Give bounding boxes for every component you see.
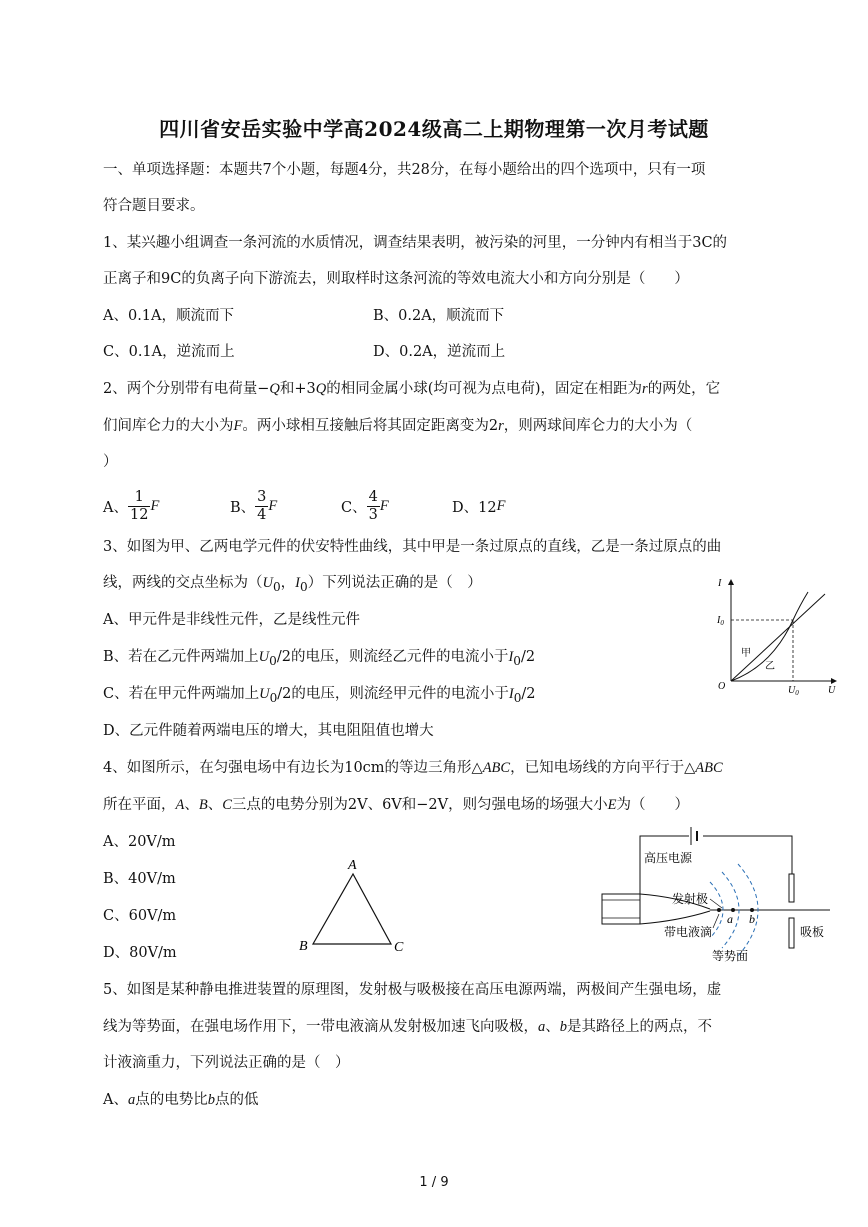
q2-option-b-fraction [255,489,268,524]
q2-var-r: r [498,418,504,434]
droplet-dot [717,908,721,912]
q1-option-b: B、0.2A，顺流而下 [373,308,505,324]
triangle-abc-diagram [292,852,416,958]
q2-option-a-fraction [128,489,150,524]
q3-var-u: U [262,575,273,591]
q5-text: 、 [545,1019,560,1035]
fraction-numerator: 1 [128,489,150,507]
q5-text: 点的电势比 [135,1092,208,1108]
q5-text: 是其路径上的两点，不 [567,1019,712,1035]
fraction-numerator: 4 [368,488,378,505]
vertex-a-label: A [348,858,357,873]
section-header-line1: 一、单项选择题：本题共7个小题，每题4分，共28分，在每小题给出的四个选项中，只有一项 [103,162,706,178]
label-emitter: 发射极 [672,892,709,906]
q3-var-u: U [258,649,270,665]
q3-text: /2 [520,649,536,665]
q2-text: 们间库仑力的大小为 [103,418,234,434]
droplet-pointer [713,914,719,928]
q2-text: ，则两球间库仑力的大小为（ [503,418,693,434]
q5-line3: 计液滴重力，下列说法正确的是（ ） [103,1055,350,1071]
q2-var-f: F [268,497,278,514]
label-point-b: b [749,912,755,926]
q4-text: 、 [184,797,199,813]
q2-text: 和+3 [279,381,316,397]
q4-text: 三点的电势分别为2V、6V和−2V，则匀强电场的场强大小 [231,797,608,813]
q5-var-b: b [559,1019,567,1035]
q4-var-a: A [175,797,185,813]
q3-line1: 3、如图为甲、乙两电学元件的伏安特性曲线，其中甲是一条过原点的直线，乙是一条过原点的曲 [103,539,722,555]
q2-var-f: F [496,497,506,514]
q3-option-c [103,684,536,708]
q3-text: ， [280,575,296,591]
q2-line3: ） [103,454,118,470]
q3-text: /2 [521,686,536,702]
q5-line2 [103,1017,712,1037]
graph-u-label: U [828,685,836,696]
q4-var-abc: ABC [695,760,723,776]
q1-option-d: D、0.2A，逆流而上 [373,344,506,360]
q3-var-i: I [508,649,514,665]
subscript: 0 [272,579,281,594]
emitter-tube [602,894,640,924]
q2-option-c-fraction [367,489,380,524]
vertex-c-label: C [394,940,404,955]
q1-line2: 正离子和9C的负离子向下游流去，则取样时这条河流的等效电流大小和方向分别是（ ） [103,271,689,287]
q2-option-a [103,484,159,528]
label-equipotential: 等势面 [712,949,749,963]
q3-option-b [103,647,535,671]
q2-option-b [230,484,277,528]
q4-text: 为（ ） [616,797,689,813]
q2-option-c [341,484,389,528]
q2-option-d-label: D、12 [452,499,497,516]
fraction-denominator: 3 [368,506,378,523]
subscript: 0 [269,690,278,705]
absorber-plate-lower [789,918,794,948]
graph-yi-label: 乙 [765,661,775,672]
q5-var-a: a [538,1019,546,1035]
emitter-pointer [710,899,722,908]
q2-option-c-label: C、 [341,499,367,516]
q4-text: 4、如图所示，在匀强电场中有边长为10cm的等边三角形△ [103,760,483,776]
iv-characteristic-graph [712,574,840,698]
q2-text: 的两处，它 [647,381,721,397]
q2-var-f: F [150,497,160,514]
q4-option-a: A、20V/m [103,834,176,850]
graph-jia-label: 甲 [741,648,751,659]
q2-text: 2、两个分别带有电荷量− [103,381,270,397]
q4-line2 [103,795,689,815]
page-number: 1 / 9 [419,1175,449,1190]
page-title: 四川省安岳实验中学高2024级高二上期物理第一次月考试题 [159,117,709,141]
vertex-b-label: B [299,939,308,954]
q3-text: 线，两线的交点坐标为（ [103,575,263,591]
q2-var-f: F [379,497,389,514]
triangle-shape [313,874,391,944]
q4-text: 所在平面， [103,797,176,813]
graph-origin-label: O [718,681,726,692]
q3-text: B、若在乙元件两端加上 [103,649,259,665]
q2-var-q: Q [269,381,280,397]
q2-option-d [452,484,505,528]
q3-option-d: D、乙元件随着两端电压的增大，其电阻阻值也增大 [103,723,434,739]
q2-text: 。两小球相互接触后将其固定距离变为2 [242,418,499,434]
wire-right [703,836,792,874]
q2-option-b-label: B、 [230,499,256,516]
emitter-tip-lower [640,911,710,924]
fraction-denominator: 4 [257,506,267,523]
q4-var-abc: ABC [482,760,511,776]
q3-text: /2的电压，则流经乙元件的电流小于 [276,649,509,665]
q4-option-c: C、60V/m [103,908,177,924]
q4-option-b: B、40V/m [103,871,176,887]
fraction-numerator: 3 [257,488,267,505]
q5-line1: 5、如图是某种静电推进装置的原理图，发射极与吸极接在高压电源两端，两极间产生强电场，虚 [103,982,722,998]
curve-jia-line [731,594,825,681]
q4-text: ，已知电场线的方向平行于△ [510,760,696,776]
q2-option-a-label: A、 [103,499,128,516]
q3-line2 [103,573,482,597]
q5-option-a [103,1090,258,1110]
q4-text: 、 [207,797,223,813]
electrostatic-thruster-diagram [598,826,838,970]
q1-option-a: A、0.1A，顺流而下 [103,308,235,324]
q4-line1 [103,758,723,778]
label-high-voltage-source: 高压电源 [644,851,693,865]
fraction-denominator: 12 [129,506,149,523]
q5-var-b: b [207,1092,215,1108]
label-charged-droplet: 带电液滴 [664,925,713,939]
subscript: 0 [269,653,277,668]
q5-text: 线为等势面，在强电场作用下，一带电液滴从发射极加速飞向吸极， [103,1019,538,1035]
q3-var-i: I [295,575,301,591]
q2-line2 [103,416,692,436]
section-header-line2: 符合题目要求。 [103,198,205,214]
label-point-a: a [727,912,733,926]
q4-var-c: C [222,797,232,813]
q2-text: 的相同金属小球(均可视为点电荷)，固定在相距为 [326,381,643,397]
q3-option-a: A、甲元件是非线性元件，乙是线性元件 [103,612,360,628]
q2-line1 [103,379,720,399]
q3-text: ）下列说法正确的是（ ） [307,575,482,591]
absorber-plate-upper [789,874,794,902]
q4-option-d: D、80V/m [103,945,177,961]
q3-text: /2的电压，则流经甲元件的电流小于 [277,686,509,702]
q4-var-e: E [607,797,617,813]
q5-text: A、 [103,1092,128,1108]
q2-var-q: Q [315,381,327,397]
q1-line1: 1、某兴趣小组调查一条河流的水质情况，调查结果表明，被污染的河里，一分钟内有相当于3C的 [103,235,728,251]
q3-text: C、若在甲元件两端加上 [103,686,260,702]
q2-var-f: F [233,418,243,434]
q3-var-i: I [508,686,514,702]
q5-text: 点的低 [214,1092,259,1108]
subscript: 0 [513,653,521,668]
q4-var-b: B [198,797,208,813]
label-absorber: 吸板 [800,925,825,939]
q5-var-a: a [127,1092,136,1108]
graph-i0-label: $I_0$ [717,615,724,627]
graph-u0-label: $U_0$ [788,685,799,697]
q1-option-c: C、0.1A，逆流而上 [103,344,235,360]
q2-var-r: r [642,381,648,397]
wire-left [640,836,689,894]
graph-i-label: I [718,578,722,589]
subscript: 0 [513,690,522,705]
q3-var-u: U [259,686,270,702]
subscript: 0 [300,579,308,594]
